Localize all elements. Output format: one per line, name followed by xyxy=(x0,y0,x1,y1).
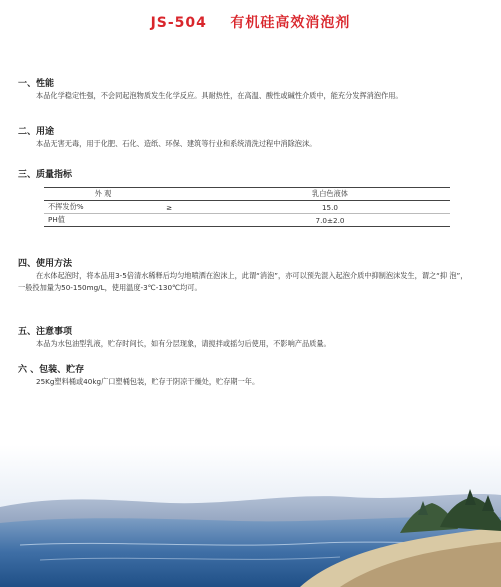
page-title: JS-504 有机硅高效消泡剂 xyxy=(150,15,351,31)
section-text-properties xyxy=(18,90,473,102)
section-text-notes xyxy=(18,338,473,350)
section-text-usage xyxy=(18,138,473,150)
lake-landscape-image xyxy=(0,445,501,587)
section-text-method xyxy=(18,270,473,294)
section-heading-properties: 一、性能 xyxy=(18,79,55,89)
section-text-packaging xyxy=(18,376,473,388)
properties-text: 本品化学稳定性强，不会同起泡物质发生化学反应。具耐热性，在高温、酸性或碱性介质中，能充分发挥消泡作用。 xyxy=(36,91,403,100)
section-heading-quality: 三、质量指标 xyxy=(18,170,73,180)
packaging-text: 25Kg塑料桶或40kg广口塑桶包装，贮存于阴凉干燥处，贮存期一年。 xyxy=(36,377,260,386)
spec-item: 外 观 xyxy=(94,189,112,198)
spec-value: 7.0±2.0 xyxy=(315,215,345,225)
spec-item: 不挥发份% xyxy=(44,201,162,214)
spec-value: 乳白色液体 xyxy=(312,189,348,198)
landscape-illustration xyxy=(0,445,501,587)
spec-value: 15.0 xyxy=(210,201,450,214)
spec-op xyxy=(162,214,210,227)
notes-text: 本品为水包油型乳液，贮存时间长，如有分层现象，请搅拌或摇匀后使用，不影响产品质量。 xyxy=(36,339,331,348)
section-heading-packaging: 六 、包装、贮存 xyxy=(18,365,85,375)
spec-op xyxy=(162,188,210,201)
table-row xyxy=(44,214,450,227)
usage-text: 本品无害无毒，用于化肥、石化、造纸、环保、建筑等行业和系统清洗过程中消除泡沫。 xyxy=(36,139,317,148)
method-text: 在水体起泡时，将本品用3-5倍清水稀释后均匀地喷洒在泡沫上，此谓“消泡”，亦可以预先混入起泡介质中抑制泡沫发生，谓之“抑 泡”，一般投加量为50-150mg/L，使用温度-3℃-130℃均可。 xyxy=(18,271,468,292)
table-row xyxy=(44,201,450,214)
section-heading-usage: 二、用途 xyxy=(18,127,55,137)
spec-op: ≥ xyxy=(162,201,210,214)
quality-spec-table xyxy=(44,187,450,227)
table-row xyxy=(44,188,450,201)
spec-item: PH值 xyxy=(48,215,65,224)
section-heading-method: 四、使用方法 xyxy=(18,259,73,269)
section-heading-notes: 五、注意事项 xyxy=(18,327,73,337)
